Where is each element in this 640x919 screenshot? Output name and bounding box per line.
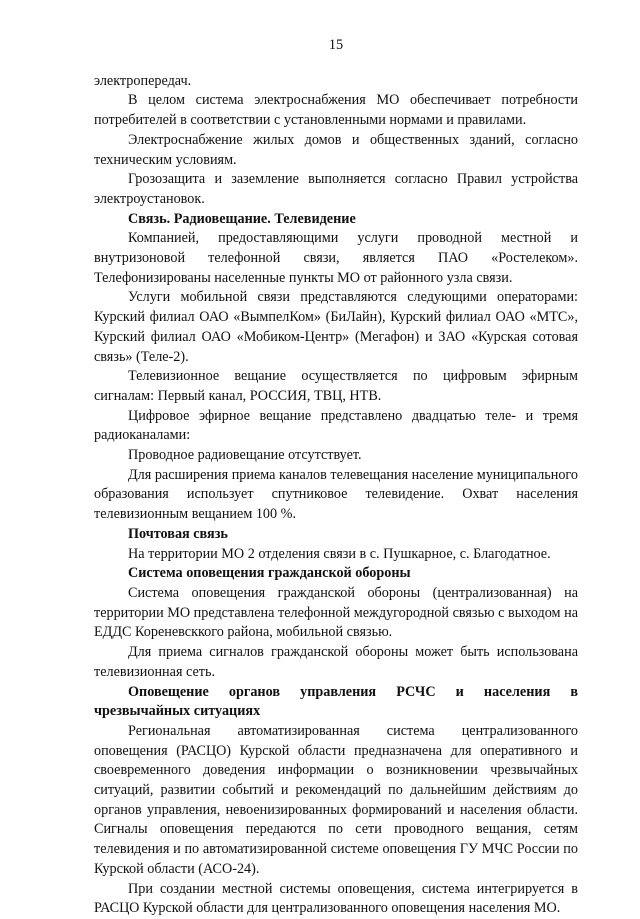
paragraph: В целом система электроснабжения МО обеспечивает потребности потребителей в соответствии с установленными нормами и правилами. [94, 92, 578, 129]
page-number: 15 [328, 37, 344, 53]
section-heading: Почтовая связь [128, 525, 228, 542]
paragraph: Цифровое эфирное вещание представлено двадцатью теле- и тремя радиоканалами: [94, 407, 578, 444]
paragraph: Телевизионное вещание осуществляется по цифровым эфирным сигналам: Первый канал, РОССИЯ, ТВЦ, НТВ. [94, 368, 578, 404]
paragraph: электропередач. [94, 72, 192, 89]
paragraph: Электроснабжение жилых домов и общественных зданий, согласно техническим условиям. [94, 131, 578, 168]
paragraph: Региональная автоматизированная система централизованного оповещения (РАСЦО) Курской области предназначена для оперативного и своевременного доведения информации о возникновении чрезвычайных ситуаций, развитии событий и рекомендаций по дальнейшим действиям до органов управления, невоенизированных формирований и населения области. Сигналы оповещения передаются по сети проводного вещания, сетям телевидения и по автоматизированной системе оповещения ГУ МЧС России по Курской области (АСО-24). [94, 722, 578, 877]
section-heading: Система оповещения гражданской обороны [128, 565, 411, 582]
paragraph: Проводное радиовещание отсутствует. [128, 447, 362, 464]
paragraph: При создании местной системы оповещения, система интегрируется в РАСЦО Курской области для централизованного оповещения населения МО. [94, 880, 578, 917]
paragraph: Услуги мобильной связи представляются следующими операторами: Курский филиал ОАО «ВымпелКом» (БиЛайн), Курский филиал ОАО «МТС», Курский филиал ОАО «Мобиком-Центр» (Мегафон) и ЗАО «Курская сотовая связь» (Теле-2). [94, 289, 578, 365]
section-heading: Связь. Радиовещание. Телевидение [128, 210, 356, 227]
section-heading: Оповещение органов управления РСЧС и населения в чрезвычайных ситуациях [94, 683, 578, 720]
paragraph: Грозозащита и заземление выполняется согласно Правил устройства электроустановок. [94, 171, 578, 207]
document-body [94, 72, 578, 919]
paragraph: Компанией, предоставляющими услуги проводной местной и внутризоновой телефонной связи, является ПАО «Ростелеком». Телефонизированы населенные пункты МО от районного узла связи. [94, 230, 578, 286]
paragraph: Для приема сигналов гражданской обороны может быть использована телевизионная сеть. [94, 644, 578, 680]
paragraph: Для расширения приема каналов телевещания население муниципального образования использует спутниковое телевидение. Охват населения телевизионным вещанием 100 %. [94, 466, 578, 523]
paragraph: На территории МО 2 отделения связи в с. Пушкарное, с. Благодатное. [128, 545, 551, 562]
paragraph: Система оповещения гражданской обороны (централизованная) на территории МО представлена телефонной междугородной связью с выходом на ЕДДС Кореневсккого района, мобильной связью. [94, 584, 578, 641]
